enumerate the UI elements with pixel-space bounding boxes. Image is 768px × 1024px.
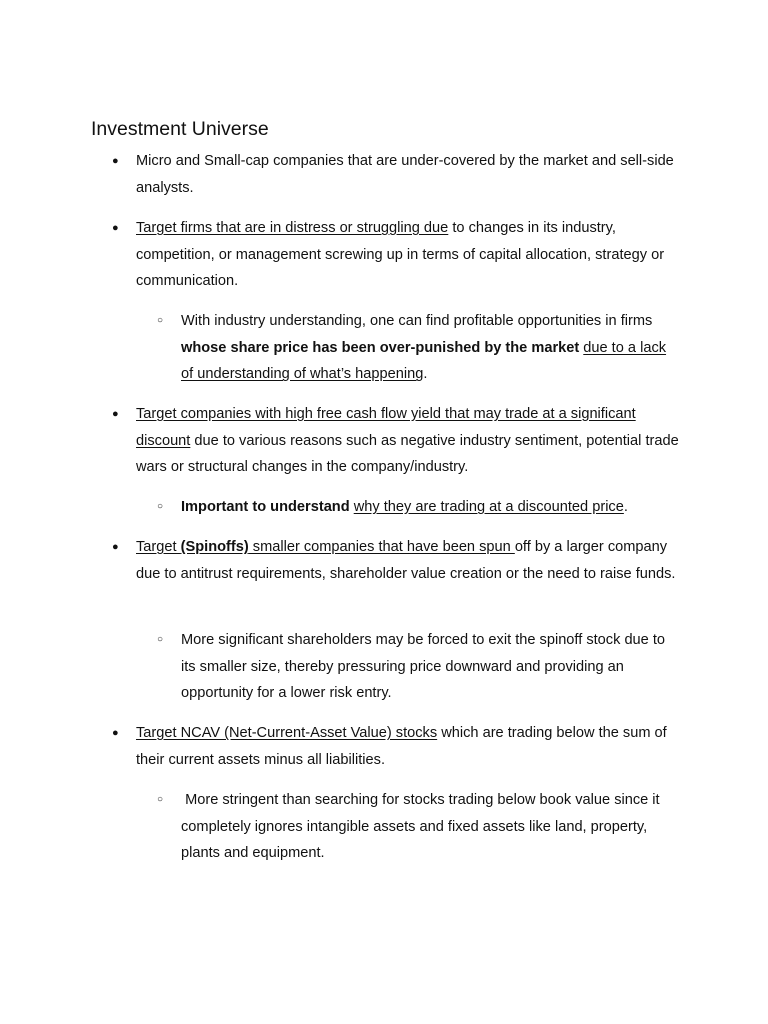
bullet-marker: ● bbox=[112, 408, 119, 420]
bullet-item-distressed-firms bbox=[112, 215, 684, 295]
bold-text: whose share price has been over-punished by the market bbox=[181, 339, 580, 356]
bold-text: Important to understand bbox=[181, 499, 350, 515]
item-text: Micro and Small-cap companies that are under-covered by the market and sell-side analysts. bbox=[136, 153, 674, 196]
underlined-text: Target bbox=[136, 539, 181, 555]
underlined-text: Target NCAV (Net-Current-Asset Value) stocks bbox=[136, 725, 438, 741]
underlined-text: Target companies with high free cash flow yield that may trade at a significant discount bbox=[136, 406, 636, 449]
page-title: Investment Universe bbox=[91, 118, 269, 140]
bullet-item-ncav-stocks bbox=[112, 720, 684, 773]
sub-bullet-item-discount-reason bbox=[157, 494, 681, 521]
sub-bullet-marker: ○ bbox=[157, 634, 164, 645]
bullet-item-micro-small-cap bbox=[112, 148, 684, 201]
bullet-marker: ● bbox=[112, 155, 119, 167]
sub-bullet-item-shareholder-exit bbox=[157, 627, 681, 707]
bullet-item-spinoffs bbox=[112, 534, 684, 587]
underlined-text: why they are trading at a discounted price bbox=[353, 499, 624, 515]
item-text: which are trading below the sum of their current assets minus all liabilities. bbox=[136, 725, 667, 768]
item-text: More stringent than searching for stocks trading below book value since it completely ignores intangible assets and fixed assets like land, property, plants and equipment. bbox=[181, 792, 664, 862]
item-text: due to various reasons such as negative industry sentiment, potential trade wars or structural changes in the company/industry. bbox=[136, 432, 679, 476]
sub-bullet-item-stringent-criteria bbox=[157, 787, 681, 867]
sub-bullet-marker: ○ bbox=[157, 794, 164, 805]
bullet-marker: ● bbox=[112, 222, 119, 234]
bullet-item-free-cash-flow bbox=[112, 401, 684, 481]
period-text: . bbox=[423, 366, 428, 383]
item-text: More significant shareholders may be forced to exit the spinoff stock due to its smaller size, thereby pressuring price downward and providing an opportunity for a lower risk entry. bbox=[181, 632, 666, 702]
bullet-marker: ● bbox=[112, 727, 119, 739]
sub-bullet-marker: ○ bbox=[157, 501, 164, 512]
sub-bullet-marker: ○ bbox=[157, 315, 164, 326]
underlined-text: due to a lack of understanding of what’s happening bbox=[181, 339, 667, 383]
underlined-text: smaller companies that have been spun bbox=[248, 539, 515, 555]
sub-bullet-item-industry-understanding bbox=[157, 308, 681, 388]
item-text: off by a larger company due to antitrust requirements, shareholder value creation or the need to raise funds. bbox=[136, 539, 676, 582]
underlined-text: Target firms that are in distress or struggling due bbox=[136, 220, 449, 236]
period-text: . bbox=[623, 499, 628, 515]
item-text: With industry understanding, one can find profitable opportunities in firms bbox=[181, 313, 653, 329]
bullet-marker: ● bbox=[112, 541, 119, 553]
item-text: to changes in its industry, competition, or management screwing up in terms of capital allocation, strategy or communication. bbox=[136, 220, 665, 290]
bold-underlined-text: (Spinoffs) bbox=[180, 539, 249, 555]
